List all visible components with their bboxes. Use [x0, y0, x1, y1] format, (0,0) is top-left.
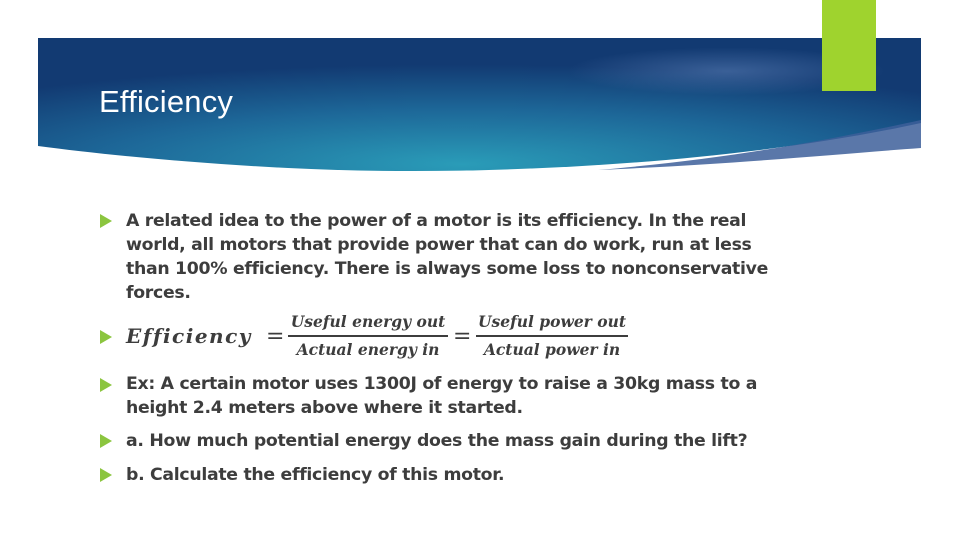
bullet-1-line-3: than 100% efficiency. There is always some loss to nonconservative — [126, 259, 769, 279]
formula-equals-2: = — [453, 324, 472, 349]
fraction-energy — [288, 312, 448, 360]
fraction-power-denominator: Actual power in — [483, 340, 621, 359]
bullet-arrow-icon — [100, 214, 112, 228]
bullet-arrow-icon — [100, 434, 112, 448]
fraction-energy-denominator: Actual energy in — [296, 340, 440, 359]
bullet-5-line-1: b. Calculate the efficiency of this motor. — [126, 465, 505, 485]
bullet-text-3 — [126, 372, 757, 420]
slide-title: Efficiency — [99, 84, 234, 119]
fraction-energy-numerator: Useful energy out — [290, 312, 446, 331]
bullet-text-1 — [126, 209, 768, 305]
bullet-1-line-2: world, all motors that provide power that can do work, run at less — [126, 235, 752, 255]
bullet-arrow-icon — [100, 330, 112, 344]
bullet-1-line-4: forces. — [126, 283, 191, 303]
fraction-power — [476, 312, 628, 360]
bullet-4-line-1: a. How much potential energy does the mass gain during the lift? — [126, 431, 748, 451]
bullet-3-line-1: Ex: A certain motor uses 1300J of energy to raise a 30kg mass to a — [126, 374, 758, 394]
fraction-bar — [476, 335, 628, 337]
fraction-bar — [288, 335, 448, 337]
formula-equals-1: = — [266, 324, 285, 349]
bullet-arrow-icon — [100, 468, 112, 482]
bullet-arrow-icon — [100, 378, 112, 392]
bullet-text-5 — [126, 463, 504, 487]
bullet-3-line-2: height 2.4 meters above where it started. — [126, 398, 523, 418]
bullet-text-4 — [126, 429, 747, 453]
bullet-1-line-1: A related idea to the power of a motor is its efficiency. In the real — [126, 211, 747, 231]
formula-lhs: Efficiency — [126, 324, 252, 348]
fraction-power-numerator: Useful power out — [477, 312, 627, 331]
